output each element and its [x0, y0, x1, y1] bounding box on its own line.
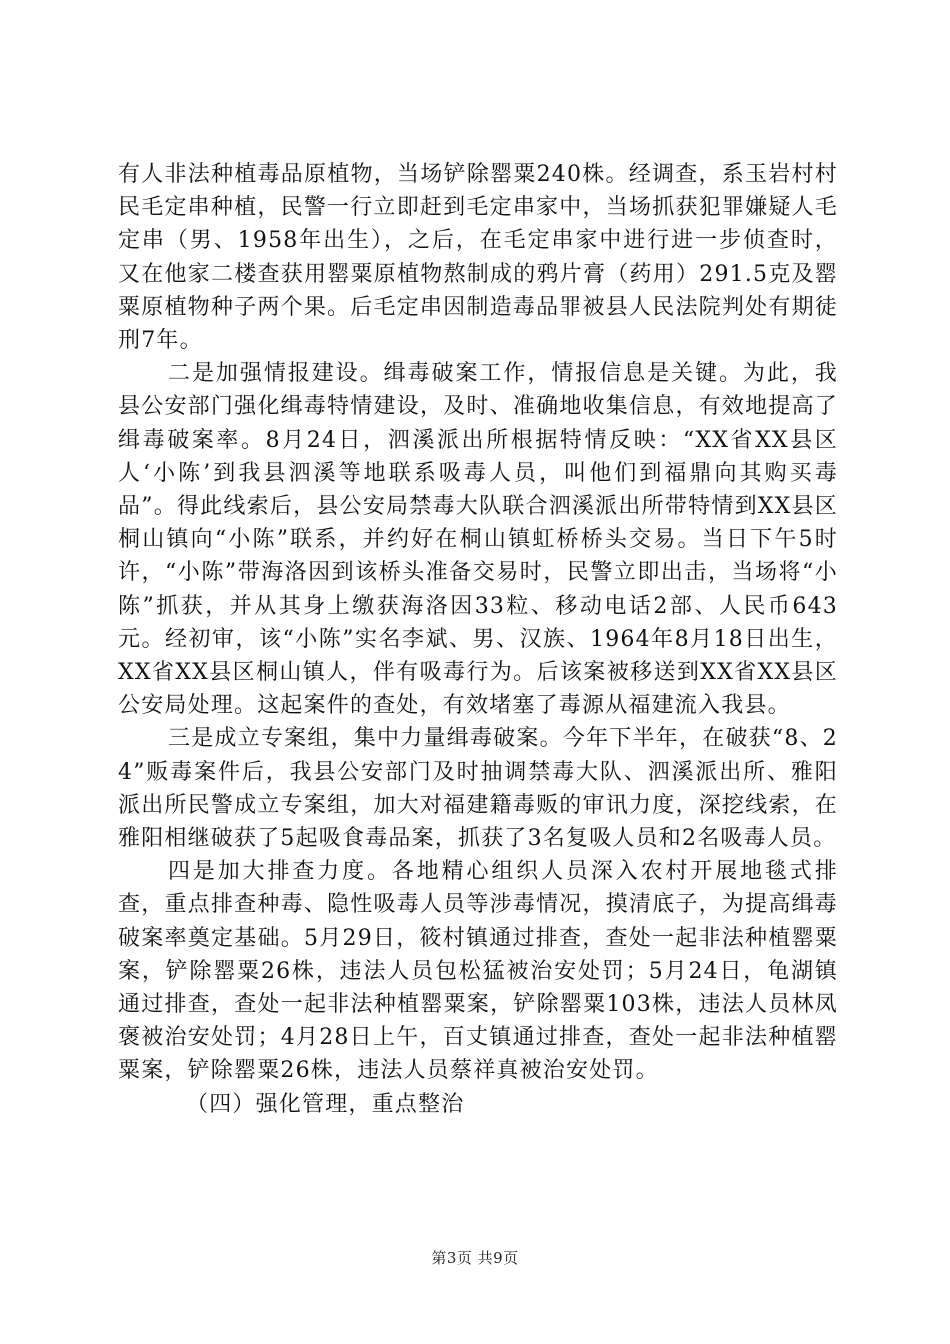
section-heading: （四）强化管理，重点整治 — [186, 1091, 465, 1117]
paragraph-continuation: 有人非法种植毒品原植物，当场铲除罂粟240株。经调查，系玉岩村村民毛定串种植，民警一行立即赶到毛定串家中，当场抓获犯罪嫌疑人毛定串（男、1958年出生），之后，在毛定串家中进行进一步侦查时，又在他家二楼查获用罂粟原植物熬制成的鸦片膏（药用）291.5克及罂粟原植物种子两个果。后毛定串因制造毒品罪被县人民法院判处有期徒刑7年。 — [118, 162, 838, 354]
paragraph-investigation: 四是加大排查力度。各地精心组织人员深入农村开展地毯式排查，重点排查种毒、隐性吸毒人员等涉毒情况，摸清底子，为提高缉毒破案率奠定基础。5月29日，筱村镇通过排查，查处一起非法种植罂粟案，铲除罂粟26株，违法人员包松猛被治安处罚；5月24日，龟湖镇通过排查，查处一起非法种植罂粟案，铲除罂粟103株，违法人员林凤褒被治安处罚；4月28日上午，百丈镇通过排查，查处一起非法种植罂粟案，铲除罂粟26株，违法人员蔡祥真被治安处罚。 — [118, 859, 838, 1084]
document-body — [118, 158, 838, 1121]
page-footer: 第3页 共9页 — [431, 1249, 519, 1267]
paragraph-task-force: 三是成立专案组，集中力量缉毒破案。今年下半年，在破获“8、24”贩毒案件后，我县公安部门及时抽调禁毒大队、泗溪派出所、雅阳派出所民警成立专案组，加大对福建籍毒贩的审讯力度，深挖线索，在雅阳相继破获了5起吸食毒品案，抓获了3名复吸人员和2名吸毒人员。 — [118, 726, 838, 852]
paragraph-intelligence: 二是加强情报建设。缉毒破案工作，情报信息是关键。为此，我县公安部门强化缉毒特情建设，及时、准确地收集信息，有效地提高了缉毒破案率。8月24日，泗溪派出所根据特情反映：“XX省XX县区人‘小陈’到我县泗溪等地联系吸毒人员，叫他们到福鼎向其购买毒品”。得此线索后，县公安局禁毒大队联合泗溪派出所带特情到XX县区桐山镇向“小陈”联系，并约好在桐山镇虹桥桥头交易。当日下午5时许，“小陈”带海洛因到该桥头准备交易时，民警立即出击，当场将“小陈”抓获，并从其身上缴获海洛因33粒、移动电话2部、人民币643元。经初审，该“小陈”实名李斌、男、汉族、1964年8月18日出生，XX省XX县区桐山镇人，伴有吸毒行为。后该案被移送到XX省XX县区公安局处理。这起案件的查处，有效堵塞了毒源从福建流入我县。 — [118, 361, 838, 719]
